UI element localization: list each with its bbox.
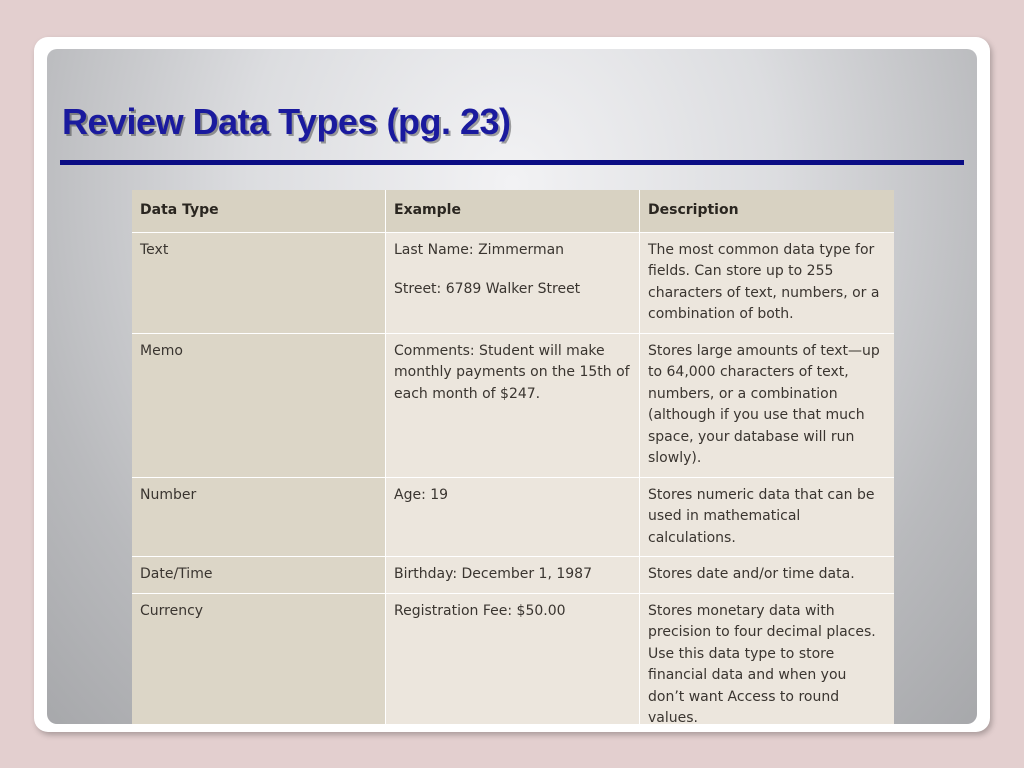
column-header-description: Description — [640, 190, 895, 232]
table-row — [132, 593, 894, 724]
cell-data-type: Number — [132, 477, 386, 557]
cell-description: Stores date and/or time data. — [640, 557, 895, 594]
data-types-table — [132, 190, 894, 724]
cell-description: Stores numeric data that can be used in mathematical calculations. — [640, 477, 895, 557]
cell-data-type: Date/Time — [132, 557, 386, 594]
cell-description: The most common data type for fields. Can store up to 255 characters of text, numbers, or a combination of both. — [640, 232, 895, 333]
column-header-example: Example — [386, 190, 640, 232]
cell-data-type: Text — [132, 232, 386, 333]
cell-example: Age: 19 — [386, 477, 640, 557]
cell-example: Comments: Student will make monthly payments on the 15th of each month of $247. — [386, 333, 640, 477]
cell-example: Registration Fee: $50.00 — [386, 593, 640, 724]
column-header-data-type: Data Type — [132, 190, 386, 232]
table-header-row — [132, 190, 894, 232]
cell-description: Stores monetary data with precision to four decimal places. Use this data type to store financial data and when you don’t want Access to round values. — [640, 593, 895, 724]
table-row — [132, 557, 894, 594]
cell-data-type: Memo — [132, 333, 386, 477]
slide-title: Review Data Types (pg. 23) — [62, 101, 511, 142]
example-text: Last Name: Zimmerman — [394, 241, 565, 258]
example-text-secondary: Street: 6789 Walker Street — [394, 281, 581, 297]
table-row — [132, 333, 894, 477]
cell-description: Stores large amounts of text—up to 64,000 characters of text, numbers, or a combination (although if you use that much space, your database will run slowly). — [640, 333, 895, 477]
title-divider — [60, 160, 964, 165]
cell-example — [386, 232, 640, 333]
table-row — [132, 232, 894, 333]
cell-example: Birthday: December 1, 1987 — [386, 557, 640, 594]
slide — [47, 49, 977, 724]
table-row — [132, 477, 894, 557]
cell-data-type: Currency — [132, 593, 386, 724]
